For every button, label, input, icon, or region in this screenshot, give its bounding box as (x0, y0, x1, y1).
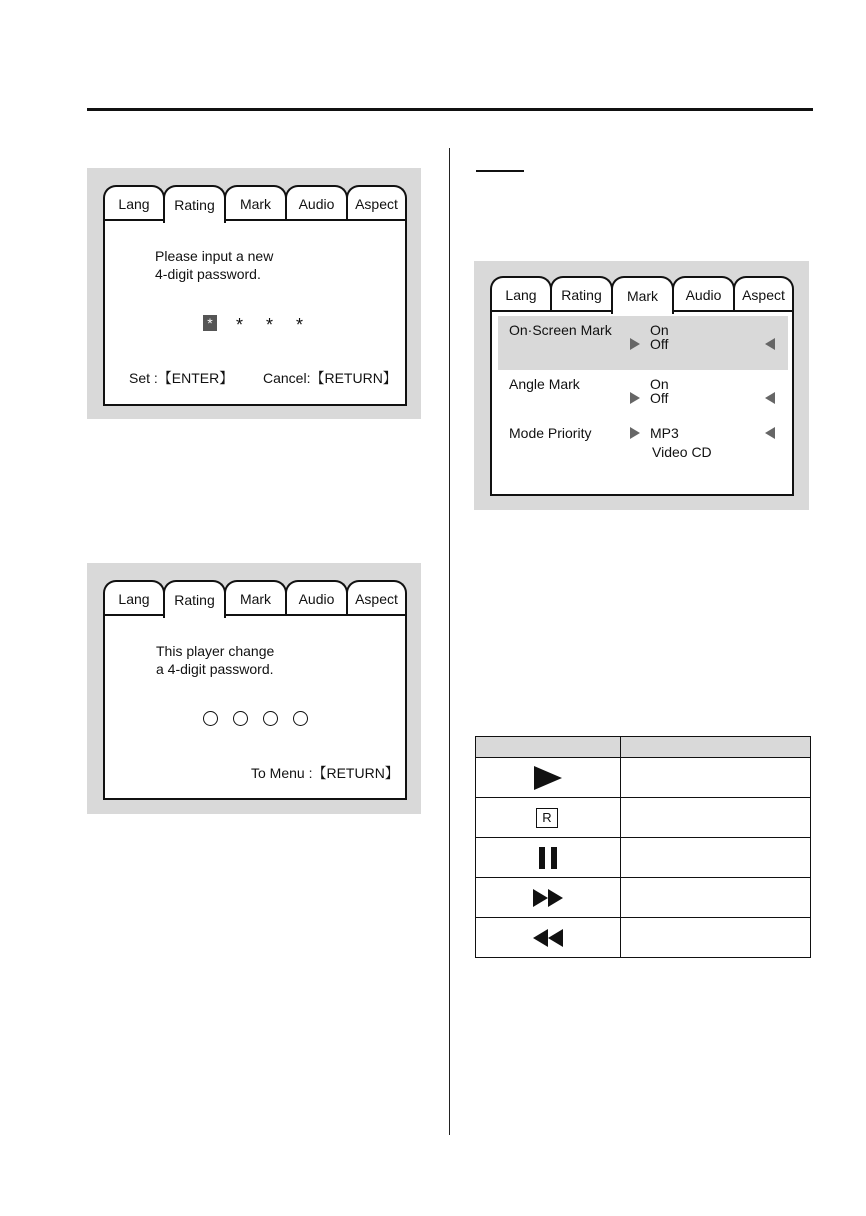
screen (490, 310, 794, 496)
table-cell (621, 918, 811, 958)
table-row (476, 758, 811, 798)
tab-mark[interactable]: Mark (224, 185, 287, 221)
mode-priority-label[interactable]: Mode Priority (509, 425, 592, 441)
section-rule (476, 170, 524, 172)
pause-icon (528, 845, 568, 871)
tab-rating[interactable]: Rating (163, 185, 226, 223)
message-line-1: Please input a new (155, 248, 274, 264)
password-change-panel (87, 563, 421, 814)
table-header-cell (621, 737, 811, 758)
onscreen-mark-label[interactable]: On·Screen Mark (509, 322, 612, 338)
password-mask-char: * (266, 315, 274, 335)
tab-mark[interactable]: Mark (611, 276, 674, 314)
table-row (476, 918, 811, 958)
tab-lang[interactable]: Lang (103, 580, 165, 616)
password-mask-char: * (236, 315, 244, 335)
tab-lang[interactable]: Lang (103, 185, 165, 221)
table-cell (476, 838, 621, 878)
tab-aspect[interactable]: Aspect (346, 580, 407, 616)
table-header-cell (476, 737, 621, 758)
screen (103, 614, 407, 800)
tab-rating[interactable]: Rating (550, 276, 613, 312)
password-cursor[interactable]: * (203, 315, 217, 331)
table-cell (621, 758, 811, 798)
message-line-2: a 4-digit password. (156, 661, 274, 677)
tab-bar (103, 580, 407, 616)
tab-audio[interactable]: Audio (285, 185, 348, 221)
table-cell (476, 878, 621, 918)
password-digit-circle (293, 711, 308, 726)
table-cell (476, 798, 621, 838)
password-mask-char: * (296, 315, 304, 335)
onscreen-mark-option-off[interactable]: Off (650, 336, 669, 352)
to-menu-hint: To Menu :【RETURN】 (251, 765, 399, 781)
table-cell (621, 838, 811, 878)
selection-arrow-right-icon (630, 392, 640, 404)
tab-mark[interactable]: Mark (224, 580, 287, 616)
header-rule (87, 108, 813, 111)
selection-arrow-left-icon (765, 392, 775, 404)
password-input-panel (87, 168, 421, 419)
tab-aspect[interactable]: Aspect (733, 276, 794, 312)
mode-priority-option-mp3[interactable]: MP3 (650, 425, 679, 441)
password-digit-circle (233, 711, 248, 726)
tab-audio[interactable]: Audio (672, 276, 735, 312)
column-divider (449, 148, 450, 1135)
cancel-hint: Cancel:【RETURN】 (263, 370, 397, 386)
table-row (476, 838, 811, 878)
table-cell (476, 758, 621, 798)
mark-settings-panel (474, 261, 809, 510)
table-row (476, 798, 811, 838)
table-cell (621, 798, 811, 838)
table-cell (476, 918, 621, 958)
message-line-1: This player change (156, 643, 275, 659)
repeat-r-icon (536, 808, 560, 828)
play-icon (528, 765, 568, 791)
angle-mark-option-off[interactable]: Off (650, 390, 669, 406)
selection-arrow-left-icon (765, 427, 775, 439)
mode-priority-option-videocd[interactable]: Video CD (652, 444, 712, 460)
set-hint: Set :【ENTER】 (129, 370, 234, 386)
selection-arrow-left-icon (765, 338, 775, 350)
onscreen-mark-option-on[interactable]: On (650, 322, 669, 338)
angle-mark-label[interactable]: Angle Mark (509, 376, 580, 392)
password-digit-circle (263, 711, 278, 726)
password-digit-circle (203, 711, 218, 726)
selection-arrow-right-icon (630, 338, 640, 350)
screen (103, 219, 407, 406)
table-row (476, 878, 811, 918)
tab-bar (490, 276, 794, 312)
tab-lang[interactable]: Lang (490, 276, 552, 312)
repeat-r-label: R (536, 808, 558, 828)
icon-table (475, 736, 811, 958)
tab-rating[interactable]: Rating (163, 580, 226, 618)
table-cell (621, 878, 811, 918)
table-header-row (476, 737, 811, 758)
tab-bar (103, 185, 407, 221)
fast-forward-icon (528, 885, 568, 911)
tab-audio[interactable]: Audio (285, 580, 348, 616)
rewind-icon (528, 925, 568, 951)
message-line-2: 4-digit password. (155, 266, 261, 282)
angle-mark-option-on[interactable]: On (650, 376, 669, 392)
tab-aspect[interactable]: Aspect (346, 185, 407, 221)
selection-arrow-right-icon (630, 427, 640, 439)
